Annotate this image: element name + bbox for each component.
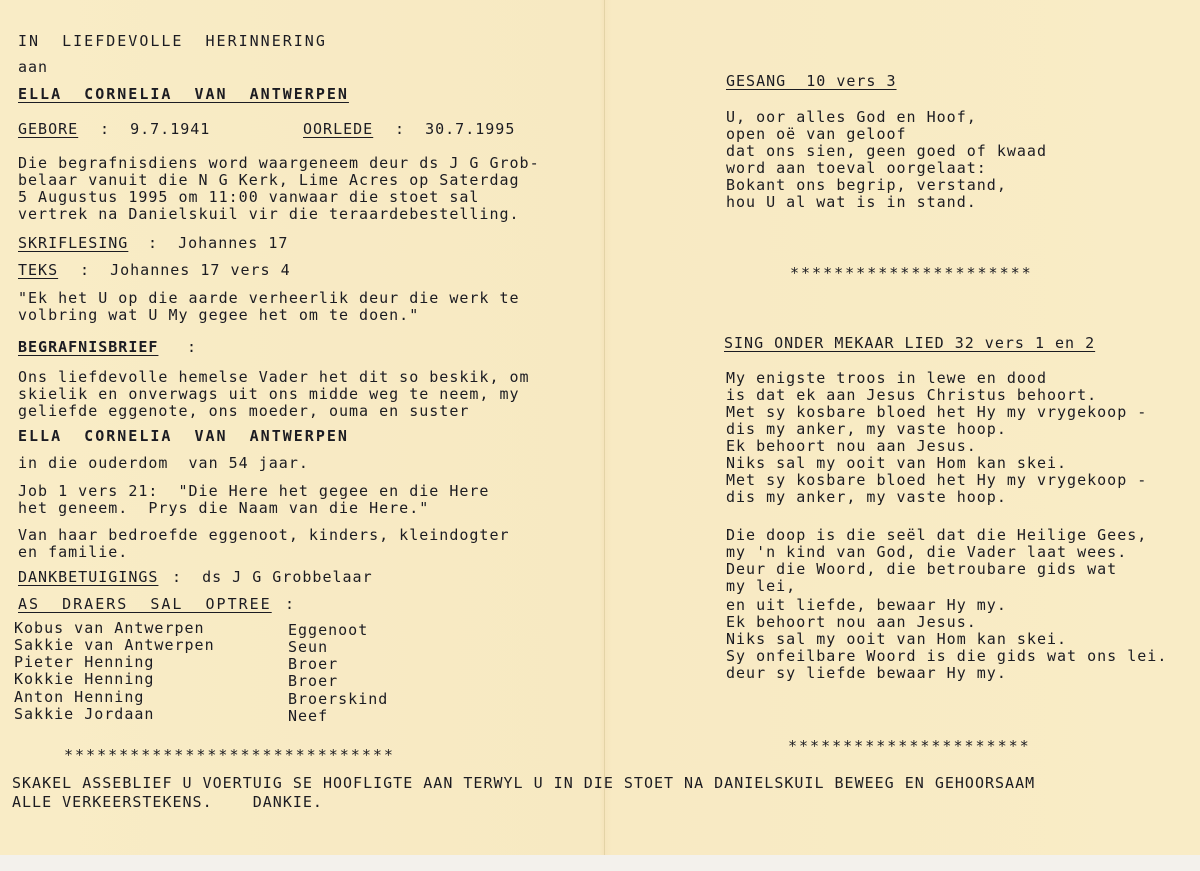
hymn-line: hou U al wat is in stand. bbox=[726, 193, 977, 211]
deceased-name: ELLA CORNELIA VAN ANTWERPEN bbox=[18, 85, 349, 103]
star-divider: ********************** bbox=[790, 264, 1033, 282]
dankbetuigings-value: : ds J G Grobbelaar bbox=[172, 568, 373, 586]
age-line: in die ouderdom van 54 jaar. bbox=[18, 454, 309, 472]
service-line: 5 Augustus 1995 om 11:00 vanwaar die stoet sal bbox=[18, 188, 480, 206]
song-line: Met sy kosbare bloed het Hy my vrygekoop - bbox=[726, 471, 1148, 489]
hymn-line: word aan toeval oorgelaat: bbox=[726, 159, 987, 177]
aan-text: aan bbox=[18, 58, 49, 76]
job-line: Job 1 vers 21: "Die Here het gegee en die Here bbox=[18, 482, 490, 500]
letter-line: Ons liefdevolle hemelse Vader het dit so beskik, om bbox=[18, 368, 530, 386]
dankbetuigings-label: DANKBETUIGINGS bbox=[18, 568, 159, 586]
letter-line: skielik en onverwags uit ons midde weg te neem, my bbox=[18, 385, 520, 403]
bearer-name: Sakkie Jordaan bbox=[14, 705, 155, 723]
letter-line: geliefde eggenote, ons moeder, ouma en suster bbox=[18, 402, 470, 420]
scan-edge bbox=[0, 855, 1200, 871]
bearer-relation: Broer bbox=[288, 672, 339, 690]
begrafnisbrief-label: BEGRAFNISBRIEF bbox=[18, 338, 159, 356]
star-divider: ****************************** bbox=[64, 746, 395, 764]
oorlede-value: : 30.7.1995 bbox=[395, 120, 516, 138]
lied-title: SING ONDER MEKAAR LIED 32 vers 1 en 2 bbox=[724, 334, 1096, 352]
oorlede-label: OORLEDE bbox=[303, 120, 374, 138]
hymn-line: dat ons sien, geen goed of kwaad bbox=[726, 142, 1047, 160]
song-line: my lei, bbox=[726, 577, 797, 595]
bearer-name: Kobus van Antwerpen bbox=[14, 619, 205, 637]
bearer-name: Kokkie Henning bbox=[14, 670, 155, 688]
heading: IN LIEFDEVOLLE HERINNERING bbox=[18, 32, 327, 50]
song-line: Niks sal my ooit van Hom kan skei. bbox=[726, 454, 1068, 472]
song-line: Deur die Woord, die betroubare gids wat bbox=[726, 560, 1118, 578]
draers-colon: : bbox=[285, 595, 296, 613]
hymn-line: U, oor alles God en Hoof, bbox=[726, 108, 977, 126]
bearer-name: Pieter Henning bbox=[14, 653, 155, 671]
song-line: is dat ek aan Jesus Christus behoort. bbox=[726, 386, 1098, 404]
service-line: Die begrafnisdiens word waargeneem deur ds J G Grob- bbox=[18, 154, 540, 172]
bearer-relation: Seun bbox=[288, 638, 329, 656]
service-line: vertrek na Danielskuil vir die teraardebestelling. bbox=[18, 205, 520, 223]
gebore-label: GEBORE bbox=[18, 120, 79, 138]
gesang-title: GESANG 10 vers 3 bbox=[726, 72, 897, 90]
skriflesing-value: : Johannes 17 bbox=[148, 234, 289, 252]
star-divider: ********************** bbox=[788, 737, 1031, 755]
bearer-name: Anton Henning bbox=[14, 688, 145, 706]
song-line: my 'n kind van God, die Vader laat wees. bbox=[726, 543, 1128, 561]
begrafnisbrief-colon: : bbox=[187, 338, 198, 356]
song-line: Sy onfeilbare Woord is die gids wat ons lei. bbox=[726, 647, 1168, 665]
song-line: Ek behoort nou aan Jesus. bbox=[726, 613, 977, 631]
family-line: Van haar bedroefde eggenoot, kinders, kleindogter bbox=[18, 526, 510, 544]
bearer-name: Sakkie van Antwerpen bbox=[14, 636, 215, 654]
footer-line: ALLE VERKEERSTEKENS. DANKIE. bbox=[12, 793, 323, 811]
song-line: dis my anker, my vaste hoop. bbox=[726, 488, 1007, 506]
service-line: belaar vanuit die N G Kerk, Lime Acres op Saterdag bbox=[18, 171, 520, 189]
draers-label: AS DRAERS SAL OPTREE bbox=[18, 595, 272, 613]
song-line: Met sy kosbare bloed het Hy my vrygekoop - bbox=[726, 403, 1148, 421]
song-line: Niks sal my ooit van Hom kan skei. bbox=[726, 630, 1068, 648]
quote-line: volbring wat U My gegee het om te doen." bbox=[18, 306, 420, 324]
deceased-name-repeat: ELLA CORNELIA VAN ANTWERPEN bbox=[18, 427, 349, 445]
song-line: My enigste troos in lewe en dood bbox=[726, 369, 1047, 387]
gebore-value: : 9.7.1941 bbox=[100, 120, 211, 138]
teks-value: : Johannes 17 vers 4 bbox=[80, 261, 291, 279]
song-line: Die doop is die seël dat die Heilige Gees, bbox=[726, 526, 1148, 544]
song-line: Ek behoort nou aan Jesus. bbox=[726, 437, 977, 455]
bearer-relation: Broer bbox=[288, 655, 339, 673]
song-line: dis my anker, my vaste hoop. bbox=[726, 420, 1007, 438]
song-line: deur sy liefde bewaar Hy my. bbox=[726, 664, 1007, 682]
footer-line: SKAKEL ASSEBLIEF U VOERTUIG SE HOOFLIGTE AAN TERWYL U IN DIE STOET NA DANIELSKUIL BEWEEG EN GEHOORSAAM bbox=[12, 774, 1036, 792]
hymn-line: open oë van geloof bbox=[726, 125, 907, 143]
teks-label: TEKS bbox=[18, 261, 59, 279]
family-line: en familie. bbox=[18, 543, 129, 561]
skriflesing-label: SKRIFLESING bbox=[18, 234, 129, 252]
bearer-relation: Neef bbox=[288, 707, 329, 725]
job-line: het geneem. Prys die Naam van die Here." bbox=[18, 499, 430, 517]
bearer-relation: Broerskind bbox=[288, 690, 389, 708]
quote-line: "Ek het U op die aarde verheerlik deur die werk te bbox=[18, 289, 520, 307]
bearer-relation: Eggenoot bbox=[288, 621, 369, 639]
hymn-line: Bokant ons begrip, verstand, bbox=[726, 176, 1007, 194]
song-line: en uit liefde, bewaar Hy my. bbox=[726, 596, 1007, 614]
fold-line bbox=[604, 0, 605, 855]
